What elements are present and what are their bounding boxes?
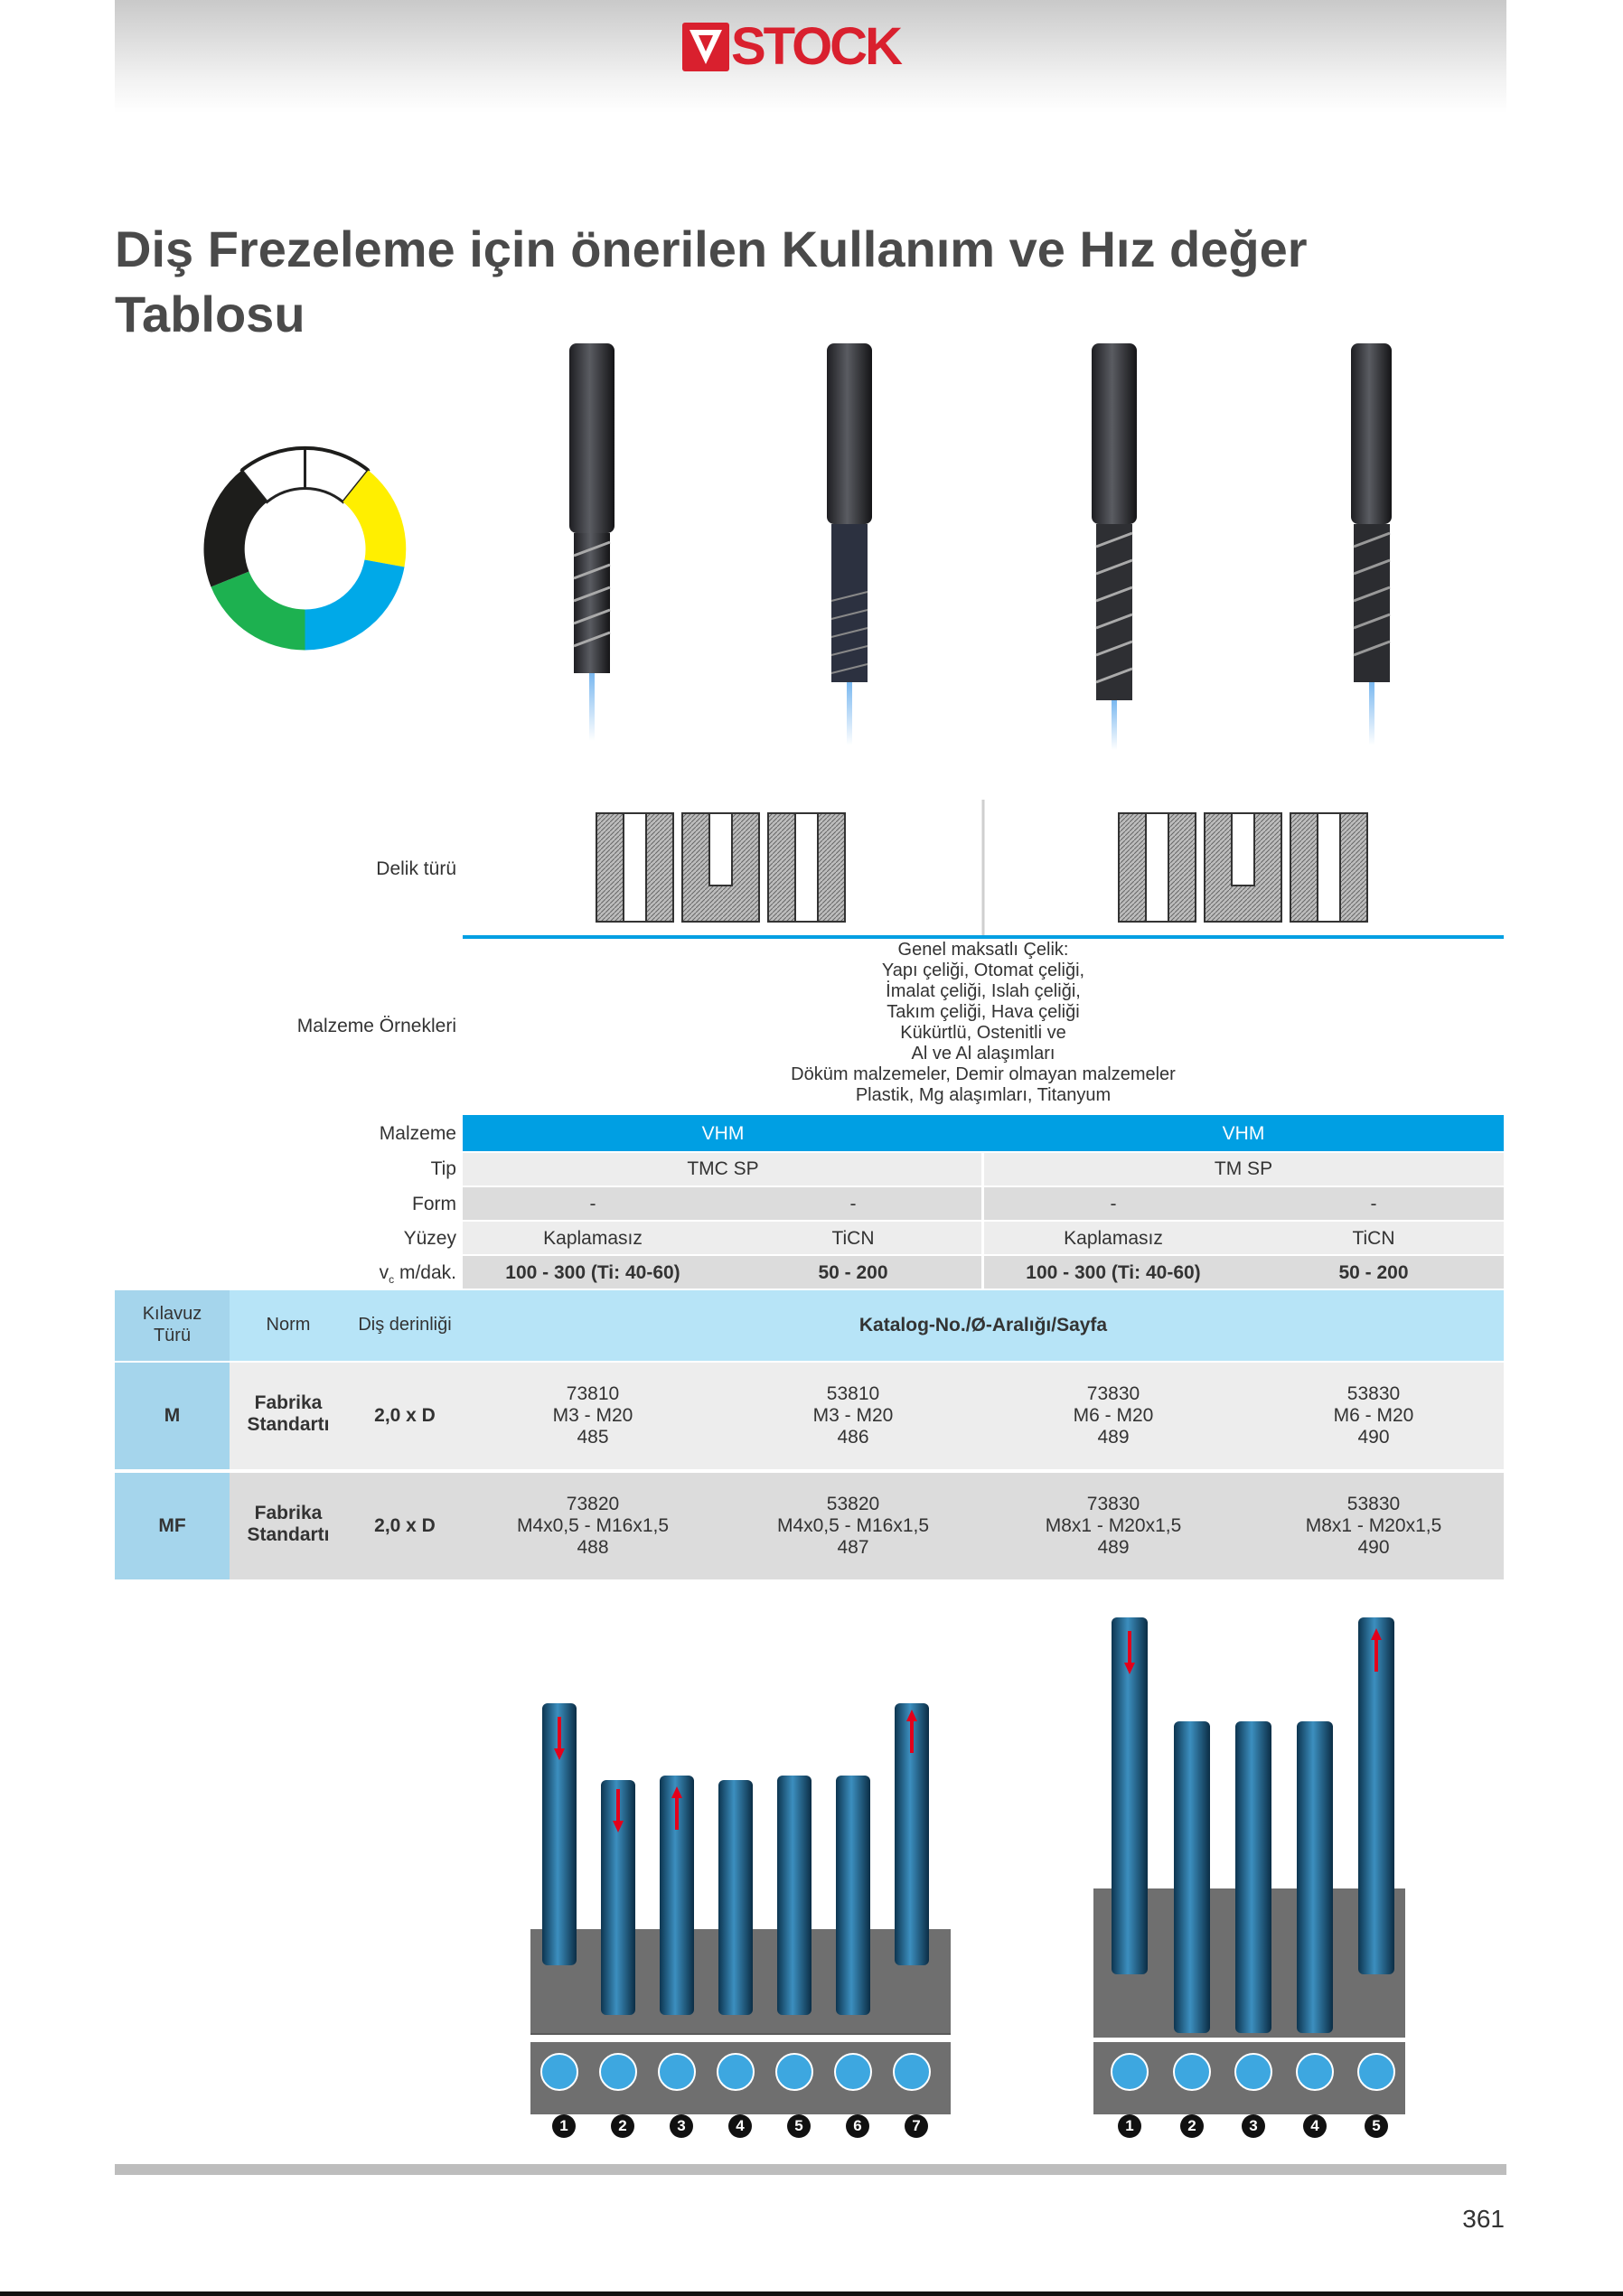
row-label-surface: Yüzey (403, 1228, 456, 1249)
page-ref: 487 (837, 1537, 869, 1558)
surface-col-4: TiCN (1352, 1228, 1395, 1249)
catalog-no: 73820 (566, 1494, 620, 1514)
size-range: M3 - M20 (812, 1405, 894, 1426)
stepped-hole-diagram-2 (1290, 813, 1367, 922)
size-range: M8x1 - M20x1,5 (1305, 1515, 1442, 1536)
row-label-material-examples: Malzeme Örnekleri (296, 1016, 456, 1036)
brand-logo (682, 17, 926, 76)
row-m-type: M (164, 1405, 181, 1426)
material-group-1: VHM (701, 1123, 745, 1144)
process-panel-left (530, 1703, 951, 2114)
catalog-no: 53810 (826, 1383, 880, 1404)
thread-mill-images (542, 339, 1446, 754)
row-m-norm: Fabrika Standartı (247, 1392, 330, 1435)
milling-process-images (529, 1608, 1432, 2114)
size-range: M6 - M20 (1073, 1405, 1154, 1426)
form-col-3: - (1110, 1194, 1117, 1214)
row-mf-depth: 2,0 x D (374, 1515, 436, 1536)
step-number: 5 (787, 2114, 811, 2138)
tip-group-2: TM SP (1214, 1158, 1273, 1179)
vc-unit: m/dak. (394, 1262, 456, 1283)
vc-col-3: 100 - 300 (Ti: 40-60) (1026, 1262, 1201, 1283)
header-catalog: Katalog-No./Ø-Aralığı/Sayfa (858, 1315, 1108, 1335)
page-ref: 490 (1357, 1427, 1390, 1448)
tip-group-1: TMC SP (687, 1158, 759, 1179)
header-depth: Diş derinliği (358, 1315, 452, 1335)
row-mf-norm: Fabrika Standartı (247, 1503, 330, 1545)
step-number: 1 (1118, 2114, 1141, 2138)
row-m-cell-1 (463, 1383, 723, 1448)
catalog-no: 53820 (826, 1494, 880, 1514)
row-label-form: Form (412, 1194, 456, 1214)
page-ref: 489 (1097, 1427, 1130, 1448)
row-mf-type: MF (158, 1515, 186, 1536)
header-tap-type: Kılavuz Türü (142, 1304, 202, 1345)
tool-1-image (569, 343, 614, 741)
tool-4-image (1351, 343, 1392, 745)
vc-col-1: 100 - 300 (Ti: 40-60) (505, 1262, 680, 1283)
page-ref: 485 (577, 1427, 609, 1448)
row-mf-cell-1 (463, 1494, 723, 1559)
catalog-no: 73830 (1086, 1383, 1140, 1404)
blue-divider (463, 935, 1504, 939)
page-ref: 486 (837, 1427, 869, 1448)
brand-logo-icon (682, 23, 729, 71)
catalog-no: 53830 (1346, 1494, 1401, 1514)
surface-col-2: TiCN (831, 1228, 875, 1249)
step-number: 3 (670, 2114, 693, 2138)
catalog-no: 73830 (1086, 1494, 1140, 1514)
catalog-no: 53830 (1346, 1383, 1401, 1404)
row-label-vc (181, 1262, 456, 1286)
vc-symbol: v (379, 1262, 389, 1283)
step-number: 4 (1303, 2114, 1327, 2138)
material-group-2: VHM (1222, 1123, 1265, 1144)
blind-hole-diagram-2 (1205, 813, 1281, 922)
vc-col-4: 50 - 200 (1338, 1262, 1409, 1283)
stepped-hole-diagram-1 (768, 813, 845, 922)
through-hole-diagram-2 (1119, 813, 1196, 922)
page-ref: 489 (1097, 1537, 1130, 1558)
size-range: M6 - M20 (1333, 1405, 1414, 1426)
vc-subscript: c (389, 1273, 395, 1287)
through-hole-diagram-1 (596, 813, 673, 922)
row-mf-cell-2 (723, 1494, 983, 1559)
form-col-4: - (1370, 1194, 1377, 1214)
catalog-no: 73810 (566, 1383, 620, 1404)
row-m-cell-2 (723, 1383, 983, 1448)
hole-type-diagrams (587, 800, 1491, 935)
tool-3-image (1092, 343, 1137, 750)
footer-bar (115, 2164, 1506, 2175)
step-number: 7 (905, 2114, 928, 2138)
form-col-1: - (589, 1194, 596, 1214)
blind-hole-diagram-1 (682, 813, 759, 922)
row-m-cell-3 (983, 1383, 1243, 1448)
page-ref: 488 (577, 1537, 609, 1558)
row-mf-cell-4 (1243, 1494, 1504, 1559)
page-number: 361 (1462, 2205, 1505, 2233)
size-range: M4x0,5 - M16x1,5 (516, 1515, 670, 1536)
step-number: 6 (846, 2114, 869, 2138)
step-number: 4 (728, 2114, 752, 2138)
surface-col-1: Kaplamasız (543, 1228, 643, 1249)
page-ref: 490 (1357, 1537, 1390, 1558)
step-number: 2 (1180, 2114, 1204, 2138)
bottom-border (0, 2291, 1623, 2296)
size-range: M3 - M20 (552, 1405, 633, 1426)
size-range: M8x1 - M20x1,5 (1045, 1515, 1182, 1536)
row-m-cell-4 (1243, 1383, 1504, 1448)
header-norm: Norm (266, 1315, 311, 1335)
step-number: 3 (1242, 2114, 1265, 2138)
process-panel-right (1093, 1617, 1405, 2114)
vc-col-2: 50 - 200 (818, 1262, 888, 1283)
material-color-wheel (199, 443, 411, 655)
surface-col-3: Kaplamasız (1064, 1228, 1163, 1249)
step-number: 2 (611, 2114, 634, 2138)
row-label-tip: Tip (430, 1158, 456, 1179)
step-number: 5 (1365, 2114, 1388, 2138)
row-m-depth: 2,0 x D (374, 1405, 436, 1426)
material-examples-text: Genel maksatlı Çelik: Yapı çeliği, Otomat çeliği, İmalat çeliği, Islah çeliği, Takım çeliği, Hava çeliği Kükürtlü, Ostenitli ve Al ve Al alaşımları Döküm malzemeler, Demir olmayan malzemeler Plastik, Mg alaşımları, Titanyum (791, 940, 1176, 1105)
form-col-2: - (849, 1194, 857, 1214)
group-divider (981, 1153, 984, 1289)
page-title: Diş Frezeleme için önerilen Kullanım ve Hız değer Tablosu (115, 220, 1308, 342)
step-number: 1 (552, 2114, 576, 2138)
row-label-hole-type: Delik türü (376, 858, 456, 879)
tool-2-image (827, 343, 872, 745)
size-range: M4x0,5 - M16x1,5 (776, 1515, 930, 1536)
row-label-material: Malzeme (379, 1123, 456, 1144)
brand-name: STOCK (731, 17, 900, 76)
row-mf-cell-3 (983, 1494, 1243, 1559)
